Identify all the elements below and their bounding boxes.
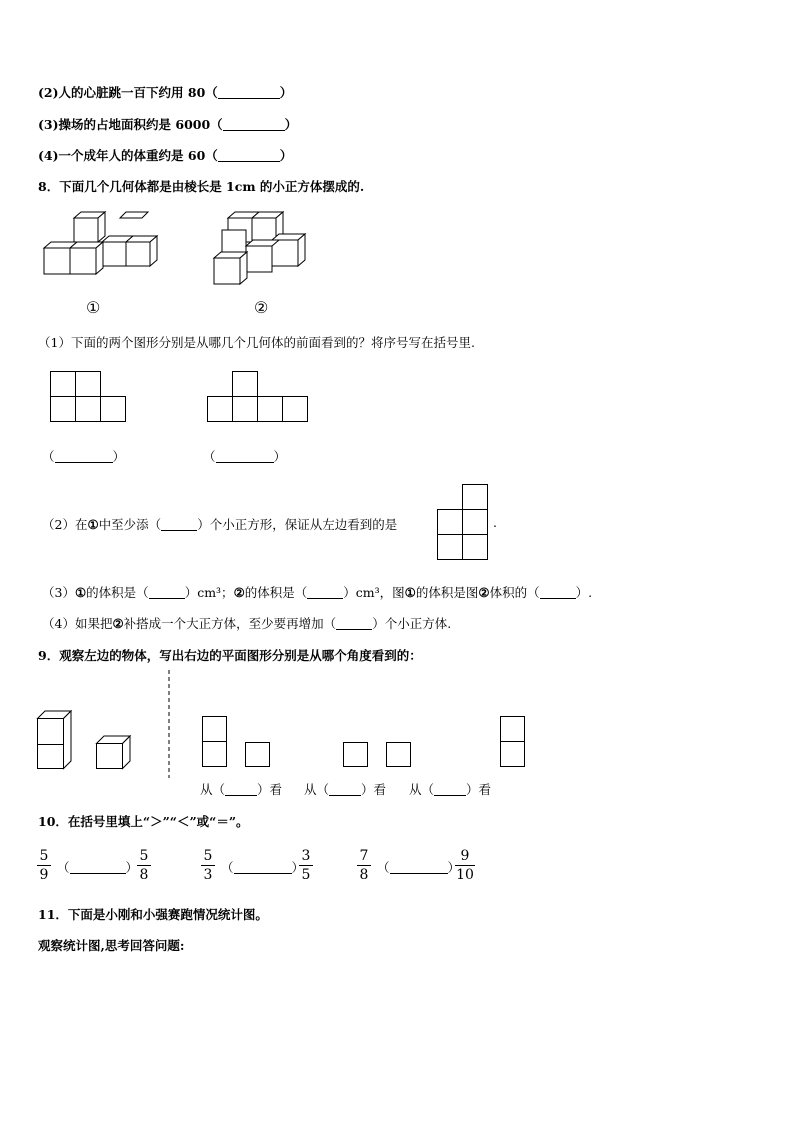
q8-part-1: （1）下面的两个图形分别是从哪几个几何体的前面看到的？将序号写在括号里. [38, 335, 475, 350]
answer-blank[interactable] [540, 586, 576, 599]
cube-figure-2 [212, 210, 322, 290]
fraction: 5 3 [201, 848, 215, 883]
answer-blank[interactable] [225, 783, 257, 796]
cube-figure-1 [42, 212, 172, 282]
q8-part-2-end: . [493, 515, 497, 530]
q9-objects [37, 708, 177, 778]
q8-title: 8．下面几个几何体都是由棱长是 1cm 的小正方体摆成的. [38, 179, 365, 194]
figure-1-label: ① [86, 298, 101, 317]
q10-title: 10．在括号里填上“＞”“＜”或“＝”。 [38, 814, 249, 829]
answer-blank[interactable] [434, 783, 466, 796]
figure-2-label: ② [254, 298, 269, 317]
compare-blank-3: （ ） [377, 860, 461, 875]
divider-dashed [168, 670, 172, 780]
q11-subtitle: 观察统计图,思考回答问题: [38, 938, 185, 953]
fraction: 7 8 [357, 848, 371, 883]
left-view-grid [437, 484, 491, 564]
answer-a: （ ） [42, 449, 126, 464]
view-label-1: 从（ ）看 [200, 782, 283, 797]
answer-blank[interactable] [161, 518, 197, 531]
q9-title: 9．观察左边的物体，写出右边的平面图形分别是从哪个角度看到的： [38, 648, 422, 663]
front-view-b [207, 371, 311, 425]
answer-blank[interactable] [216, 450, 274, 463]
answer-blank[interactable] [218, 149, 280, 162]
view-label-2: 从（ ）看 [304, 782, 387, 797]
answer-b: （ ） [203, 449, 287, 464]
q7-item-2: (2)人的心脏跳一百下约用 80（ ） [38, 85, 293, 100]
q7-item-4: (4)一个成年人的体重约是 60（ ） [38, 148, 293, 163]
view-shapes [202, 716, 542, 776]
front-view-a [50, 371, 130, 425]
q8-part-2: （2）在①中至少添（ ）个小正方形，保证从左边看到的是 [42, 517, 398, 532]
q8-part-3: （3）①的体积是（ ）cm³；②的体积是（ ）cm³，图①的体积是图②体积的（ ）. [42, 585, 593, 600]
answer-blank[interactable] [307, 586, 343, 599]
fraction: 9 10 [456, 848, 474, 883]
answer-blank[interactable] [234, 861, 292, 874]
fraction: 5 8 [137, 848, 151, 883]
compare-blank-2: （ ） [221, 860, 305, 875]
answer-blank[interactable] [336, 617, 372, 630]
compare-blank-1: （ ） [57, 860, 139, 875]
answer-blank[interactable] [223, 118, 285, 131]
answer-blank[interactable] [55, 450, 113, 463]
answer-blank[interactable] [218, 86, 280, 99]
answer-blank[interactable] [329, 783, 361, 796]
fraction: 3 5 [299, 848, 313, 883]
view-label-3: 从（ ）看 [409, 782, 492, 797]
q7-item-3: (3)操场的占地面积约是 6000（ ） [38, 117, 298, 132]
answer-blank[interactable] [70, 861, 126, 874]
q8-part-4: （4）如果把②补搭成一个大正方体，至少要再增加（ ）个小正方体. [42, 616, 452, 631]
answer-blank[interactable] [390, 861, 448, 874]
q11-title: 11．下面是小刚和小强赛跑情况统计图。 [38, 907, 268, 922]
answer-blank[interactable] [149, 586, 185, 599]
fraction: 5 9 [37, 848, 51, 883]
